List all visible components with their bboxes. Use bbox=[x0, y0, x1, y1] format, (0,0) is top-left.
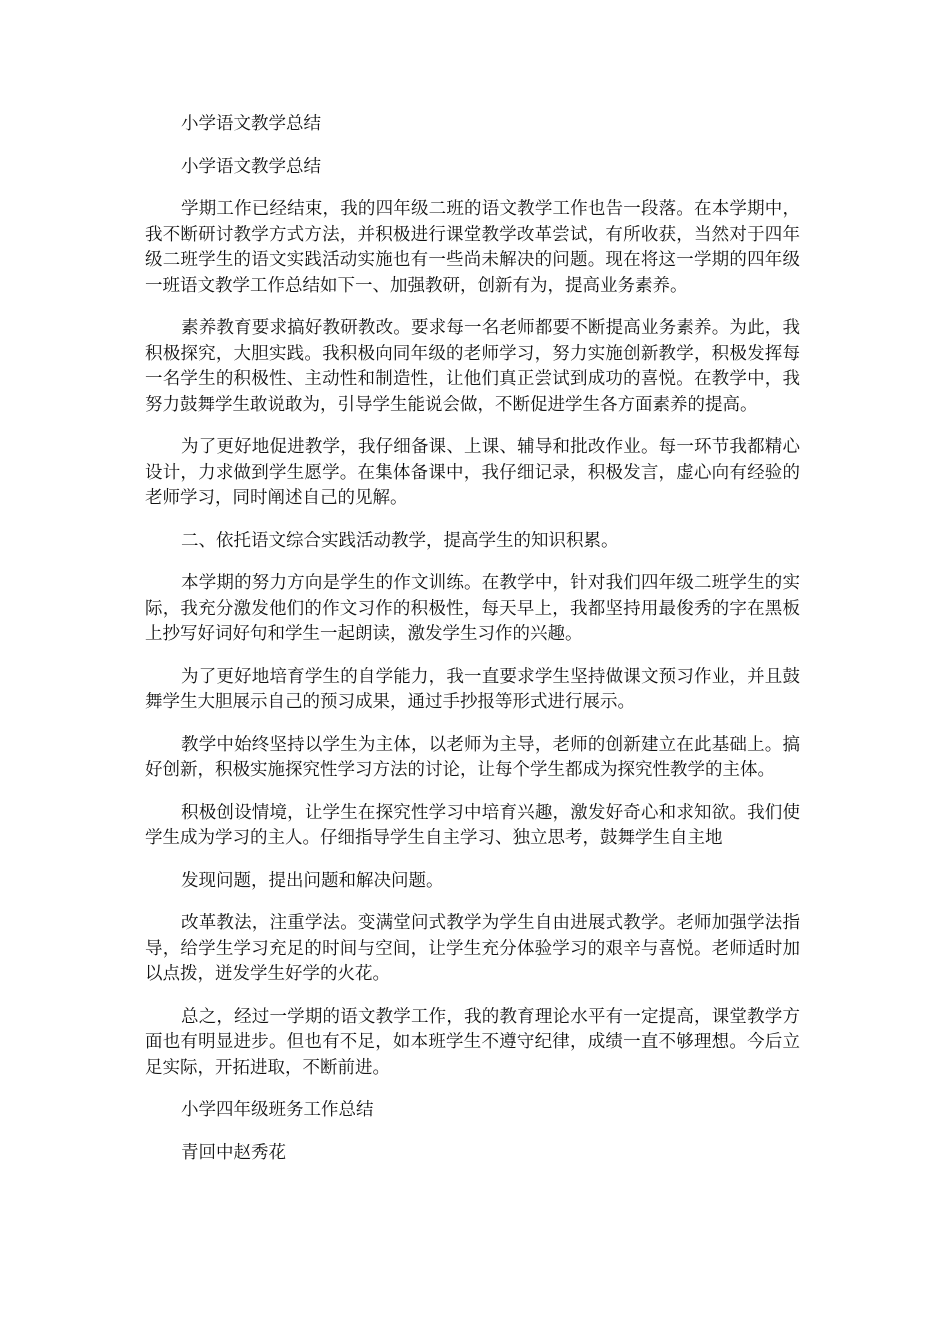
paragraph-student-centered: 教学中始终坚持以学生为主体，以老师为主导，老师的创新建立在此基础上。搞好创新，积极实施探究性学习方法的讨论，让每个学生都成为探究性教学的主体。 bbox=[145, 734, 800, 780]
paragraph-lesson-prep: 为了更好地促进教学，我仔细备课、上课、辅导和批改作业。每一环节我都精心设计，力求做到学生愿学。在集体备课中，我仔细记录，积极发言，虚心向有经验的老师学习，同时阐述自己的见解。 bbox=[145, 437, 800, 508]
paragraph-conclusion: 总之，经过一学期的语文教学工作，我的教育理论水平有一定提高，课堂教学方面也有明显进步。但也有不足，如本班学生不遵守纪律，成绩一直不够理想。今后立足实际，开拓进取，不断前进。 bbox=[145, 1006, 800, 1078]
document-subtitle: 小学语文教学总结 bbox=[181, 156, 321, 177]
paragraph-teaching-reform: 改革教法，注重学法。变满堂问式教学为学生自由进展式教学。老师加强学法指导，给学生学习充足的时间与空间，让学生充分体验学习的艰辛与喜悦。老师适时加以点拨，迸发学生好学的火花。 bbox=[145, 913, 800, 984]
paragraph-intro: 学期工作已经结束，我的四年级二班的语文教学工作也告一段落。在本学期中，我不断研讨教学方式方法，并积极进行课堂教学改革尝试，有所收获，当然对于四年级二班学生的语文实践活动实施也有一些尚未解决的问题。现在将这一学期的四年级一班语文教学工作总结如下一、加强教研，创新有为，提高业务素养。 bbox=[145, 199, 800, 296]
paragraph-self-study: 为了更好地培育学生的自学能力，我一直要求学生坚持做课文预习作业，并且鼓舞学生大胆展示自己的预习成果，通过手抄报等形式进行展示。 bbox=[145, 666, 800, 712]
next-document-title: 小学四年级班务工作总结 bbox=[181, 1100, 374, 1120]
paragraph-problem-solving: 发现问题，提出问题和解决问题。 bbox=[181, 870, 444, 891]
paragraph-composition-training: 本学期的努力方向是学生的作文训练。在教学中，针对我们四年级二班学生的实际，我充分激发他们的作文习作的积极性，每天早上，我都坚持用最俊秀的字在黑板上抄写好词好句和学生一起朗读，激发学生习作的兴趣。 bbox=[145, 573, 800, 644]
paragraph-quality-education: 素养教育要求搞好教研教改。要求每一名老师都要不断提高业务素养。为此，我积极探究，大胆实践。我积极向同年级的老师学习，努力实施创新教学，积极发挥每一名学生的积极性、主动性和制造性，让他们真正尝试到成功的喜悦。在教学中，我努力鼓舞学生敢说敢为，引导学生能说会做，不断促进学生各方面素养的提高。 bbox=[145, 318, 800, 415]
document-page bbox=[145, 112, 800, 1183]
section-heading-two: 二、依托语文综合实践活动教学，提高学生的知识积累。 bbox=[181, 530, 619, 551]
paragraph-create-situations: 积极创设情境，让学生在探究性学习中培育兴趣，激发好奇心和求知欲。我们使学生成为学习的主人。仔细指导学生自主学习、独立思考，鼓舞学生自主地 bbox=[145, 802, 800, 848]
document-title: 小学语文教学总结 bbox=[181, 114, 321, 134]
author-line: 青回中赵秀花 bbox=[181, 1142, 286, 1163]
